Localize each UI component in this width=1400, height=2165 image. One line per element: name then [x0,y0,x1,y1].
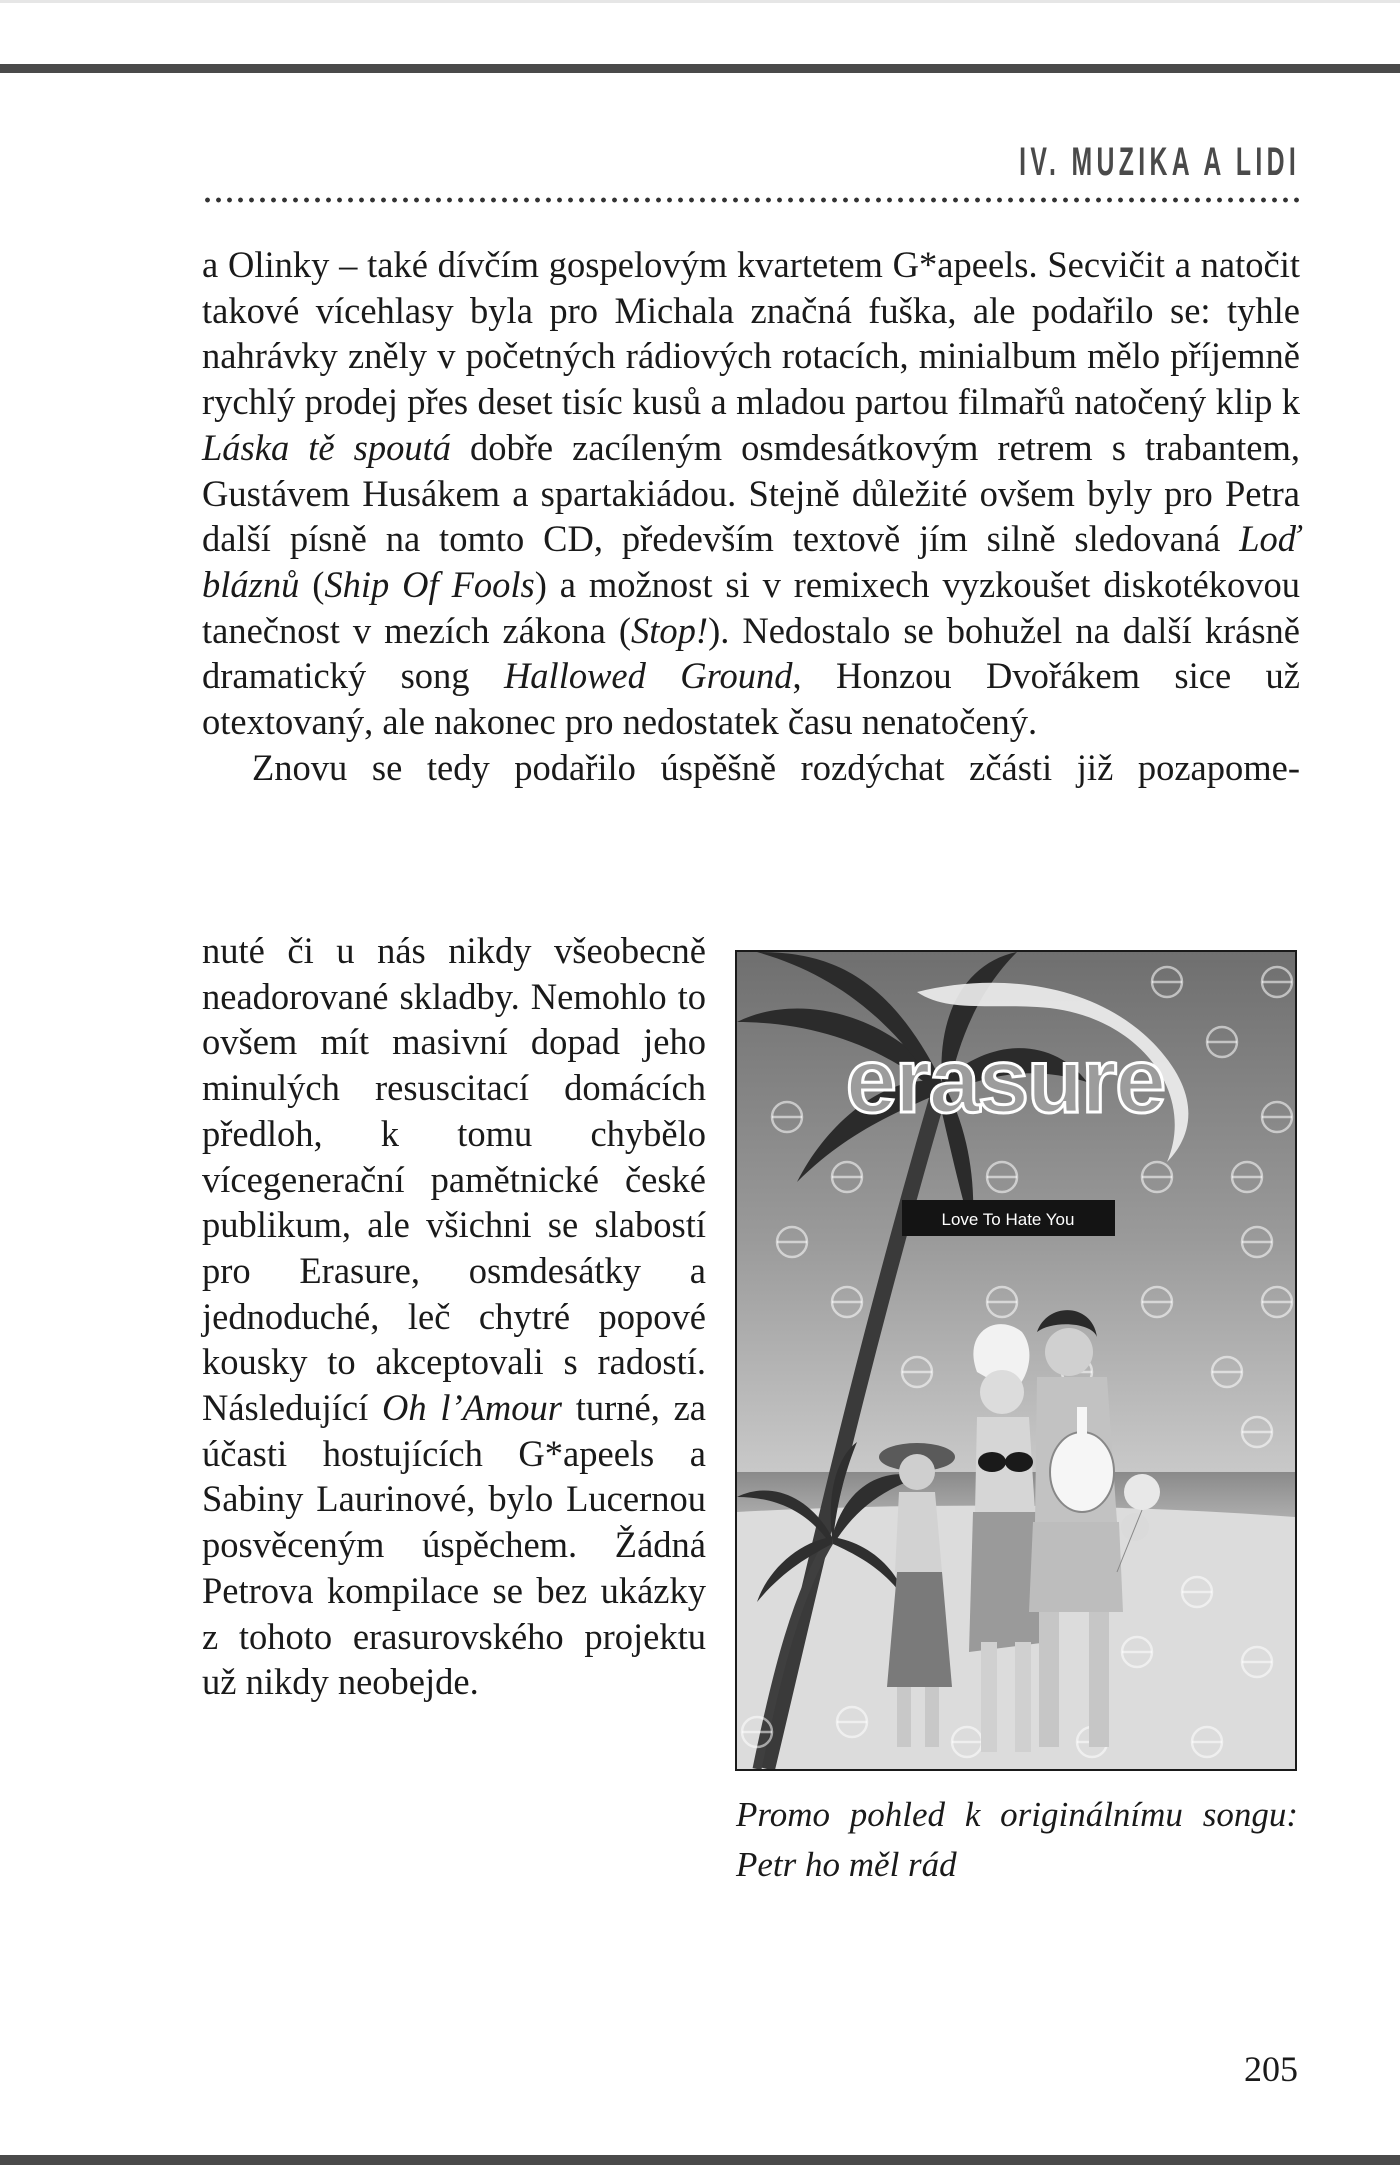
paragraph-2-rest: nuté či u nás nikdy všeobecně neadorované skladby. Nemohlo to ovšem mít masivní dopad jeho minulých resuscitací domácích předloh, k tomu chybělo vícegenerační pamětnické české publikum, ale všichni se slabostí pro Erasure, osmdesátky a jednoduché, leč chytré popové kousky to akceptovali s radostí. Následující Oh l’Amour turné, za účasti hostujících G*apeels a Sabiny Laurinové, bylo Lucernou posvěceným úspěchem. Žádná Petrova kompilace se bez ukázky z tohoto erasurovského projektu už nikdy neobejde. [202,930,707,1703]
promo-photo-illustration [737,952,1295,1769]
erasure-promo-photo [735,950,1297,1771]
paragraph-2-first-line: Znovu se tedy podařilo úspěšně rozdýchat zčásti již pozapome- [252,746,1300,788]
single-title: Love To Hate You [941,1210,1075,1229]
running-head: IV. MUZIKA A LIDI [1019,140,1300,184]
top-edge-line [0,0,1400,3]
figure-caption: Promo pohled k originálnímu songu: Petr ho měl rád [736,1795,1298,1884]
top-rule [0,64,1400,73]
dotted-separator [202,196,1300,204]
erasure-logo: erasure [845,1030,1165,1132]
paragraph-1: a Olinky – také dívčím gospelovým kvartetem G*apeels. Secvičit a natočit takové vícehlasy byla pro Michala značná fuška, ale podařilo se: tyhle nahrávky zněly v početných rádiových rotacích, minialbum mělo příjemně rychlý prodej přes deset tisíc kusů a mladou partou filmařů natočený klip k Láska tě spoutá dobře zacíleným osmdesátkovým retrem s trabantem, Gustávem Husákem a spartakiádou. Stejně důležité ovšem byly pro Petra další písně na tomto CD, především textově jím silně sledovaná Loď bláznů (Ship Of Fools) a možnost si v remixech vyzkoušet diskotékovou tanečnost v mezích zákona (Stop!). Nedostalo se bohužel na další krásně dramatický song Hallowed Ground, Honzou Dvořákem sice už otextovaný, ale nakonec pro nedostatek času nenatočený. [202,244,1301,743]
text-block-left [202,928,706,1705]
bottom-rule [0,2155,1400,2165]
text-block-top [202,242,1300,790]
page-number: 205 [1244,2049,1298,2089]
